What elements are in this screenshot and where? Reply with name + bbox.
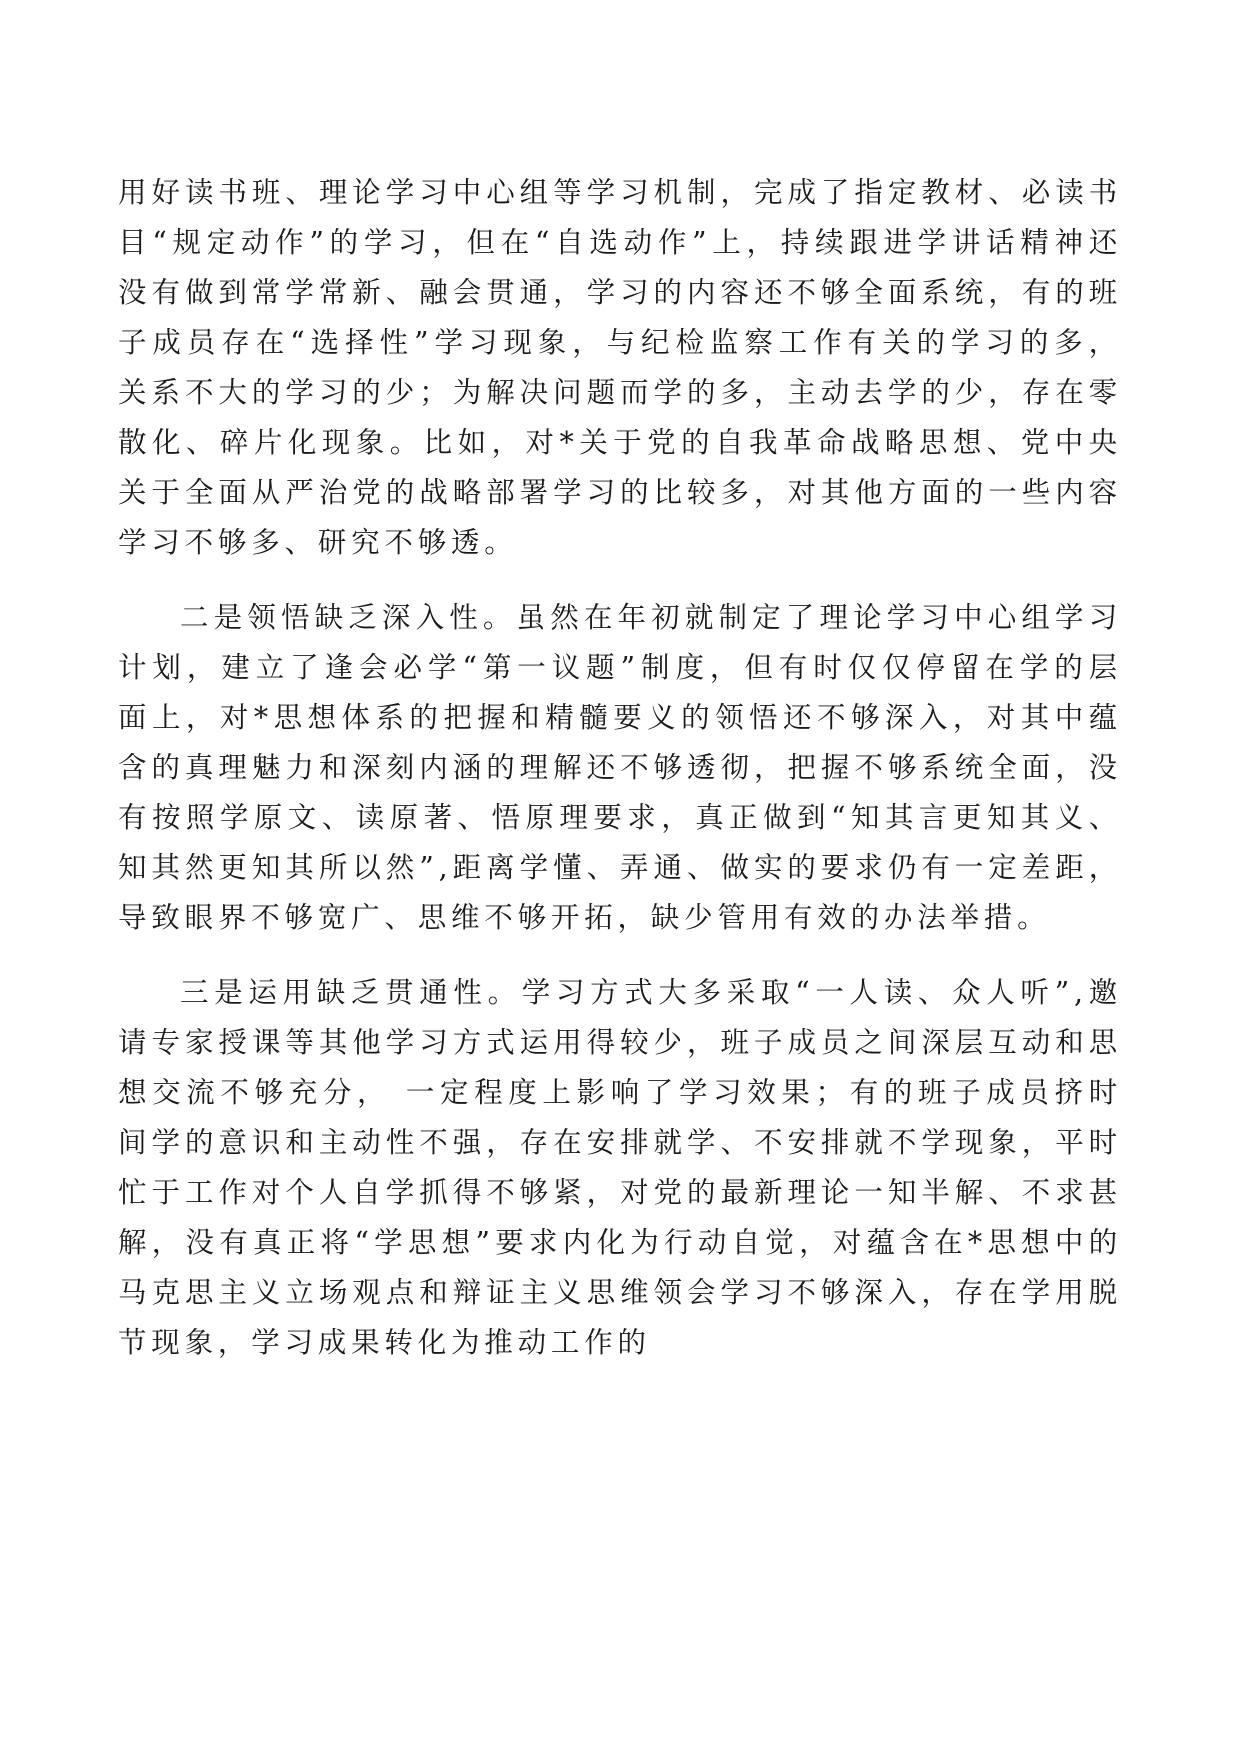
paragraph-application: 三是运用缺乏贯通性。学习方式大多采取“一人读、众人听”,邀请专家授课等其他学习方式运用得较少，班子成员之间深层互动和思想交流不够充分， 一定程度上影响了学习效果；有的班子成员挤时间学的意识和主动性不强，存在安排就学、不安排就不学现象，平时忙于工作对个人自学抓得不够紧，对党的最新理论一知半解、不求甚解，没有真正将“学思想”要求内化为行动自觉，对蕴含在*思想中的马克思主义立场观点和辩证主义思维领会学习不够深入，存在学用脱节现象，学习成果转化为推动工作的 [118, 976, 1122, 1359]
paragraph-continued: 用好读书班、理论学习中心组等学习机制，完成了指定教材、必读书目“规定动作”的学习，但在“自选动作”上，持续跟进学讲话精神还没有做到常学常新、融会贯通，学习的内容还不够全面系统，有的班子成员存在“选择性”学习现象，与纪检监察工作有关的学习的多，关系不大的学习的少；为解决问题而学的多，主动去学的少，存在零散化、碎片化现象。比如，对*关于党的自我革命战略思想、党中央关于全面从严治党的战略部署学习的比较多，对其他方面的一些内容学习不够多、研究不够透。 [118, 176, 1122, 559]
paragraph-comprehension: 二是领悟缺乏深入性。虽然在年初就制定了理论学习中心组学习计划，建立了逢会必学“第一议题”制度，但有时仅仅停留在学的层面上，对*思想体系的把握和精髓要义的领悟还不够深入，对其中蕴含的真理魅力和深刻内涵的理解还不够透彻，把握不够系统全面，没有按照学原文、读原著、悟原理要求，真正做到“知其言更知其义、知其然更知其所以然”,距离学懂、弄通、做实的要求仍有一定差距，导致眼界不够宽广、思维不够开拓，缺少管用有效的办法举措。 [118, 601, 1122, 934]
document-body [118, 168, 1122, 1393]
